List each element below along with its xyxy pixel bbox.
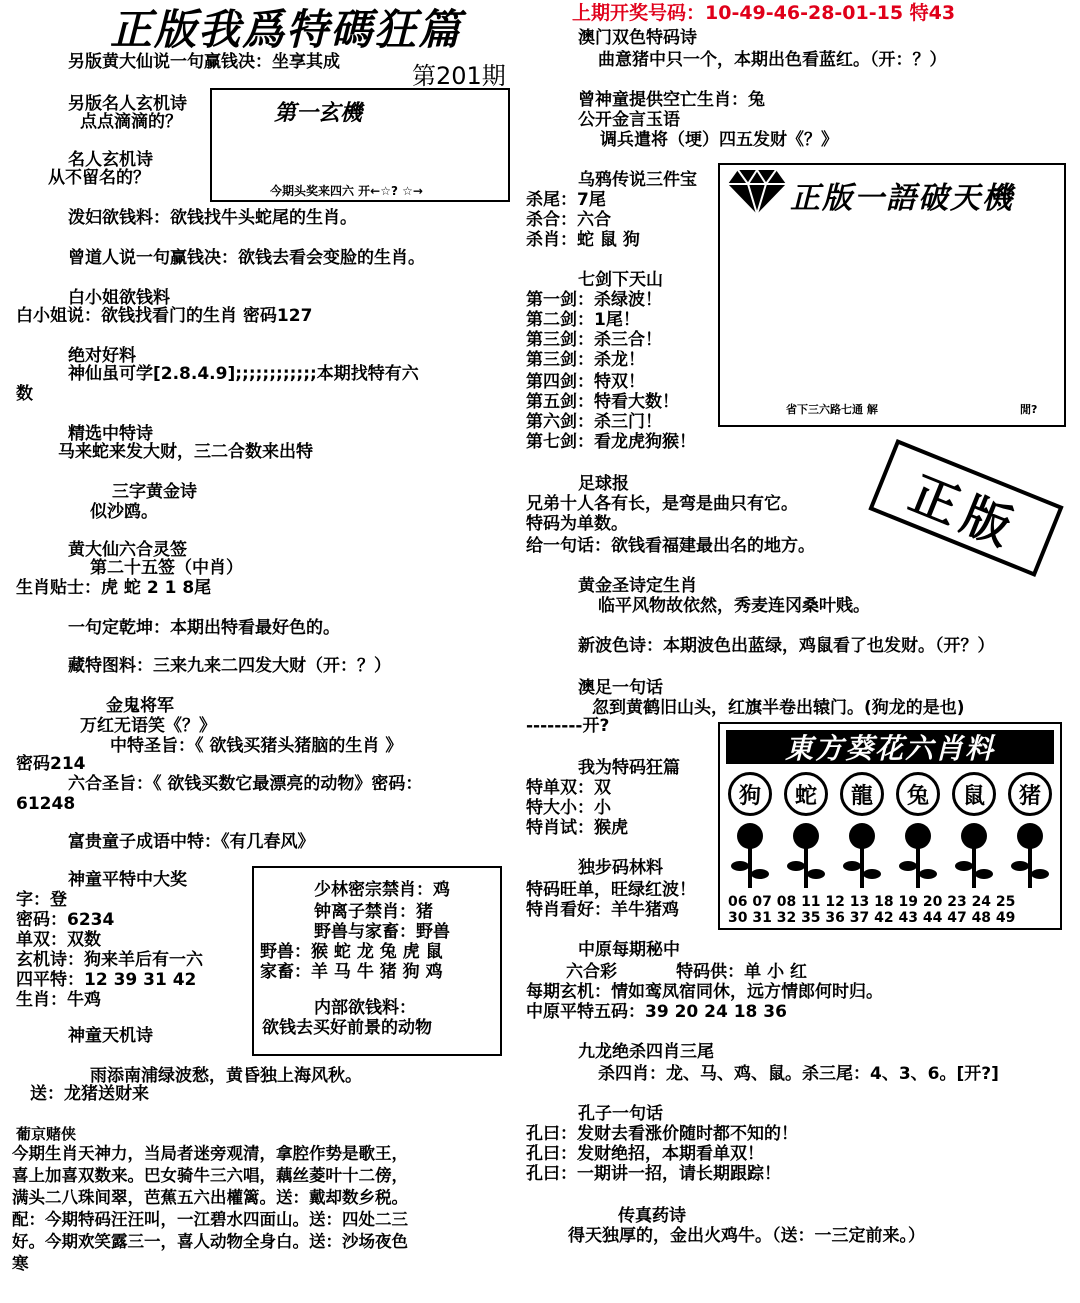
xuanji-box-text: 今期头奖来四六 开←☆? ☆→ (270, 184, 423, 198)
right-line: 传真药诗 (618, 1206, 686, 1226)
left-line: 白小姐欲钱料 (68, 288, 170, 308)
last-draw-result: 上期开奖号码：10-49-46-28-01-15 特43 (572, 2, 956, 24)
right-line: 杀肖：蛇 鼠 狗 (526, 230, 640, 250)
shaolin-line: 钟离子禁肖：猪 (314, 902, 433, 922)
left-line: 送：龙猪送财来 (30, 1084, 149, 1104)
shaolin-line: 家畜：羊 马 牛 猪 狗 鸡 (260, 962, 443, 982)
zodiac-badge: 兔 (896, 772, 940, 816)
yiyu-box-footer-right: 閒? (1020, 403, 1038, 416)
right-line: 足球报 (578, 474, 629, 494)
right-line: 特单双：双 (526, 778, 611, 798)
left-line: 寒 (12, 1254, 29, 1273)
right-line: 调兵遣将（埂）四五发财《？》 (600, 130, 838, 150)
left-line: 满头二八珠间翠，芭蕉五六出權篱。送：戴却数乡税。 (12, 1188, 408, 1207)
left-line: 玄机诗：狗来羊后有一六 (16, 950, 203, 970)
right-line: 杀尾：7尾 (526, 190, 606, 210)
zodiac-badge: 鼠 (952, 772, 996, 816)
right-line: 澳门双色特码诗 (578, 28, 697, 48)
right-line: 孔曰：一期讲一招，请长期跟踪！ (526, 1164, 781, 1184)
zodiac-badge: 龍 (840, 772, 884, 816)
left-line: 单双：双数 (16, 930, 101, 950)
shaolin-line: 野兽与家畜：野兽 (314, 922, 450, 942)
right-line: 临平风物故依然，秀麦连冈桑叶贱。 (598, 596, 870, 616)
right-line: 乌鸦传说三件宝 (578, 170, 697, 190)
right-line: 杀合：六合 (526, 210, 611, 230)
left-line: 藏特图料：三来九来二四发大财（开：？） (68, 656, 391, 676)
right-line: 第六剑：杀三门！ (526, 412, 662, 432)
shaolin-line: 少林密宗禁肖：鸡 (314, 880, 450, 900)
right-line: 特肖看好：羊牛猪鸡 (526, 900, 679, 920)
left-line: 生肖贴士：虎 蛇 2 1 8尾 (16, 578, 212, 598)
xuanji-box (210, 88, 510, 202)
right-line: 中原每期秘中 (578, 940, 680, 960)
left-line: 黄大仙六合灵签 (68, 540, 187, 560)
shaolin-line: 内部欲钱料： (314, 998, 416, 1018)
left-line: 富贵童子成语中特：《有几春风》 (68, 832, 315, 852)
right-line: 公开金言玉语 (578, 110, 680, 130)
zodiac-badge: 蛇 (784, 772, 828, 816)
right-line: 我为特码狂篇 (578, 758, 680, 778)
right-line: 第五剑：特看大数！ (526, 392, 679, 412)
left-line: 神童天机诗 (68, 1026, 153, 1046)
left-line: 绝对好料 (68, 346, 136, 366)
right-line: 第三剑：杀三合！ (526, 330, 662, 350)
right-line: 六合彩 特码供：单 小 红 (566, 962, 808, 982)
left-line: 点点滴滴的？ (80, 112, 182, 132)
sunflower-box-title: 東方葵花六肖料 (726, 730, 1054, 764)
left-line: 名人玄机诗 (68, 150, 153, 170)
sunflower-numbers-row1: 06 07 08 11 12 13 18 19 20 23 24 25 (728, 894, 1016, 910)
left-line: 中特圣旨：《 欲钱买猪头猪脑的生肖 》 (110, 736, 403, 756)
left-line: 六合圣旨：《 欲钱买数它最漂亮的动物》密码： (68, 774, 423, 794)
right-line: 忽到黄鹤旧山头，红旗半卷出辕门。(狗龙的是也) (592, 698, 965, 718)
right-line: 澳足一句话 (578, 678, 663, 698)
left-line: 一句定乾坤：本期出特看最好色的。 (68, 618, 340, 638)
right-line: 得天独厚的，金出火鸡牛。（送：一三定前来。） (568, 1226, 925, 1246)
right-line: 第一剑：杀绿波！ (526, 290, 662, 310)
zodiac-badge: 猪 (1008, 772, 1052, 816)
right-line: 第四剑：特双！ (526, 372, 645, 392)
left-line: 葡京赌侠 (16, 1125, 77, 1143)
left-line: 从不留名的？ (48, 168, 150, 188)
left-line: 另版名人玄机诗 (68, 94, 187, 114)
left-line: 泼妇欲钱料：欲钱找牛头蛇尾的生肖。 (68, 208, 357, 228)
right-line: 每期玄机：情如鸾凤宿同休，远方情郎何时归。 (526, 982, 883, 1002)
right-line: 第三剑：杀龙！ (526, 350, 645, 370)
right-line: 孔曰：发财去看涨价随时都不知的！ (526, 1124, 798, 1144)
right-line: 特码为单数。 (526, 514, 628, 534)
left-line: 字：登 (16, 890, 67, 910)
right-line: 曾神童提供空亡生肖：兔 (578, 90, 765, 110)
diamond-icon (726, 168, 788, 216)
right-line: 特肖试：猴虎 (526, 818, 628, 838)
right-line: 第七剑：看龙虎狗猴！ (526, 432, 696, 452)
sunflower-row-icon (720, 820, 1060, 890)
left-line: 精选中特诗 (68, 424, 153, 444)
left-line: 马来蛇来发大财，三二合数来出特 (58, 442, 313, 462)
yiyu-box-title: 正版一語破天機 (790, 181, 1014, 216)
left-line: 密码214 (16, 754, 86, 774)
left-line: 61248 (16, 794, 76, 814)
left-line: 另版黄大仙说一句赢钱决：坐享其成 (68, 52, 340, 72)
left-line: 四平特：12 39 31 42 (16, 970, 197, 990)
left-line: 今期生肖天神力，当局者迷旁观清，拿腔作势是歌王， (12, 1144, 408, 1163)
left-line: 神仙虽可学[2.8.4.9];;;;;;;;;;;;本期找特有六 (68, 364, 419, 384)
right-line: 新波色诗：本期波色出蓝绿，鸡鼠看了也发财。（开？） (578, 636, 995, 656)
left-line: 万红无语笑《？》 (80, 716, 216, 736)
left-line: 密码：6234 (16, 910, 115, 930)
right-line: --------开? (526, 716, 610, 736)
page-title: 正版我爲特碼狂篇 (110, 5, 463, 54)
left-line: 三字黄金诗 (112, 482, 197, 502)
left-line: 第二十五签（中肖） (90, 558, 243, 578)
right-line: 黄金圣诗定生肖 (578, 576, 697, 596)
right-line: 兄弟十人各有长，是弯是曲只有它。 (526, 494, 798, 514)
left-line: 好。今期欢笑露三一，喜人动物全身白。送：沙场夜色 (12, 1232, 408, 1251)
sunflower-numbers-row2: 30 31 32 35 36 37 42 43 44 47 48 49 (728, 910, 1016, 926)
left-line: 数 (16, 384, 33, 404)
right-line: 杀四肖：龙、马、鸡、鼠。杀三尾：4、3、6。[开?] (598, 1064, 999, 1084)
right-line: 孔子一句话 (578, 1104, 663, 1124)
shaolin-line: 野兽：猴 蛇 龙 兔 虎 鼠 (260, 942, 443, 962)
sunflower-box (718, 722, 1062, 930)
yiyu-box-footer-left: 省下三六路七通 解 (786, 403, 878, 416)
left-line: 配：今期特码汪汪叫，一江碧水四面山。送：四处二三 (12, 1210, 408, 1229)
left-line: 雨添南浦绿波愁，黄昏独上海风秋。 (90, 1066, 362, 1086)
shaolin-line: 欲钱去买好前景的动物 (262, 1018, 432, 1038)
left-line: 似沙鸥。 (90, 502, 158, 522)
left-line: 生肖：牛鸡 (16, 990, 101, 1010)
right-line: 九龙绝杀四肖三尾 (578, 1042, 714, 1062)
left-line: 白小姐说：欲钱找看门的生肖 密码127 (16, 306, 313, 326)
issue-number: 第201期 (412, 62, 506, 90)
xuanji-box-title: 第一玄機 (274, 101, 363, 126)
right-line: 孔曰：发财绝招，本期看单双！ (526, 1144, 764, 1164)
right-line: 第二剑：1尾！ (526, 310, 640, 330)
right-line: 曲意猪中只一个，本期出色看蓝红。（开：？） (598, 50, 947, 70)
left-line: 喜上加喜双数来。巴女骑牛三六唱，藕丝菱叶十二傍， (12, 1166, 408, 1185)
left-line: 曾道人说一句赢钱决：欲钱去看会变脸的生肖。 (68, 248, 425, 268)
right-line: 独步码林料 (578, 858, 663, 878)
left-line: 神童平特中大奖 (68, 870, 187, 890)
right-line: 中原平特五码：39 20 24 18 36 (526, 1002, 787, 1022)
right-line: 特大小：小 (526, 798, 611, 818)
left-line: 金鬼将军 (106, 696, 174, 716)
zhengban-stamp: 正版 (868, 439, 1063, 577)
right-line: 给一句话：欲钱看福建最出名的地方。 (526, 536, 815, 556)
zodiac-badge: 狗 (728, 772, 772, 816)
right-line: 七剑下天山 (578, 270, 663, 290)
right-line: 特码旺单，旺绿红波！ (526, 880, 696, 900)
